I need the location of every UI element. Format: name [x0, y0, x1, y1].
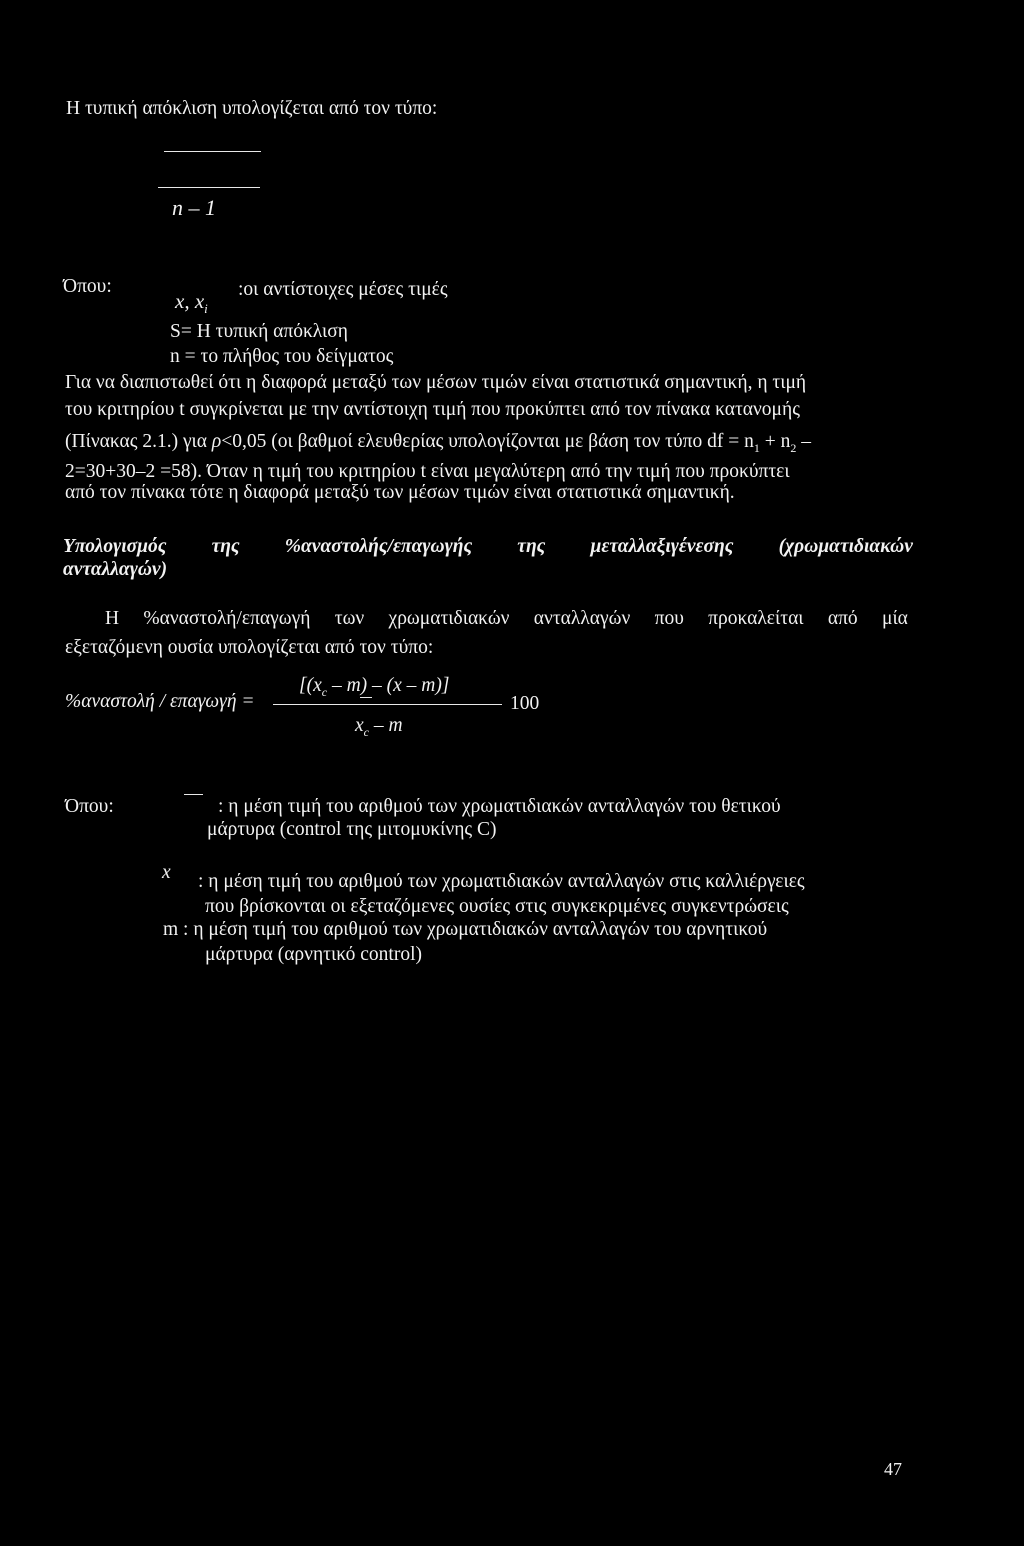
x-symbol: x [162, 862, 171, 883]
section-heading-line-1: Υπολογισμός της %αναστολής/επαγωγής της μεταλλαξιγένεσης (χρωματιδιακών [63, 536, 913, 557]
formula-denominator-n-minus-1: n – 1 [172, 195, 216, 220]
n-definition: n = το πλήθος του δείγματος [170, 346, 394, 367]
where-label-2: Όπου: [65, 796, 114, 817]
means-definition: :οι αντίστοιχες μέσες τιμές [238, 279, 448, 300]
paragraph-line-4: 2=30+30–2 =58). Όταν η τιμή του κριτηρίου t είναι μεγαλύτερη από την τιμή που προκύπτει [65, 461, 790, 482]
xc-definition-line-2: μάρτυρα (control της μιτομυκίνης C) [207, 819, 497, 840]
s-definition: S= Η τυπική απόκλιση [170, 321, 348, 342]
std-formula-intro: Η τυπική απόκλιση υπολογίζεται από τον τύπο: [66, 98, 438, 119]
where-label-1: Όπου: [63, 276, 112, 297]
formula-times-100: 100 [510, 693, 540, 714]
page-number: 47 [884, 1459, 902, 1479]
body2-line-2: εξεταζόμενη ουσία υπολογίζεται από τον τύπο: [65, 637, 434, 658]
x-definition-line-1: : η μέση τιμή του αριθμού των χρωματιδιακών ανταλλαγών στις καλλιέργειες [198, 871, 805, 892]
mean-bar-over-x [360, 697, 372, 698]
paragraph-line-2: του κριτηρίου t συγκρίνεται με την αντίστοιχη τιμή που προκύπτει από τον πίνακα κατανομής [65, 399, 800, 420]
formula-lhs: %αναστολή / επαγωγή = [65, 691, 255, 712]
m-definition-line-2: μάρτυρα (αρνητικό control) [205, 944, 423, 965]
paragraph-line-3: (Πίνακας 2.1.) για ρ<0,05 (οι βαθμοί ελευθερίας υπολογίζονται με βάση τον τύπο df = $n_1 + n_2$ – [65, 431, 812, 455]
body2-line-1: Η %αναστολή/επαγωγή των χρωματιδιακών ανταλλαγών που προκαλείται από μία [105, 608, 908, 629]
formula-line-fraction [158, 187, 260, 188]
xc-definition-line-1: : η μέση τιμή του αριθμού των χρωματιδιακών ανταλλαγών του θετικού [218, 796, 781, 817]
formula-denominator: $x_c$ – m [355, 715, 403, 739]
means-symbol: x, $x_i$ [175, 289, 208, 317]
formula-fraction-bar [273, 704, 502, 705]
formula-numerator: $[(x_c - m) - (x - m)]$ [299, 675, 450, 699]
m-definition-line-1: m : η μέση τιμή του αριθμού των χρωματιδιακών ανταλλαγών του αρνητικού [163, 919, 768, 940]
paragraph-line-5: από τον πίνακα τότε η διαφορά μεταξύ των μέσων τιμών είναι στατιστικά σημαντική. [65, 482, 735, 503]
x-definition-line-2: που βρίσκονται οι εξεταζόμενες ουσίες στις συγκεκριμένες συγκεντρώσεις [205, 896, 789, 917]
paragraph-line-1: Για να διαπιστωθεί ότι η διαφορά μεταξύ των μέσων τιμών είναι στατιστικά σημαντική, η τιμή [65, 372, 807, 393]
xc-mean-bar [184, 794, 203, 795]
formula-line-top [164, 151, 261, 152]
section-heading-line-2: ανταλλαγών) [63, 559, 168, 580]
